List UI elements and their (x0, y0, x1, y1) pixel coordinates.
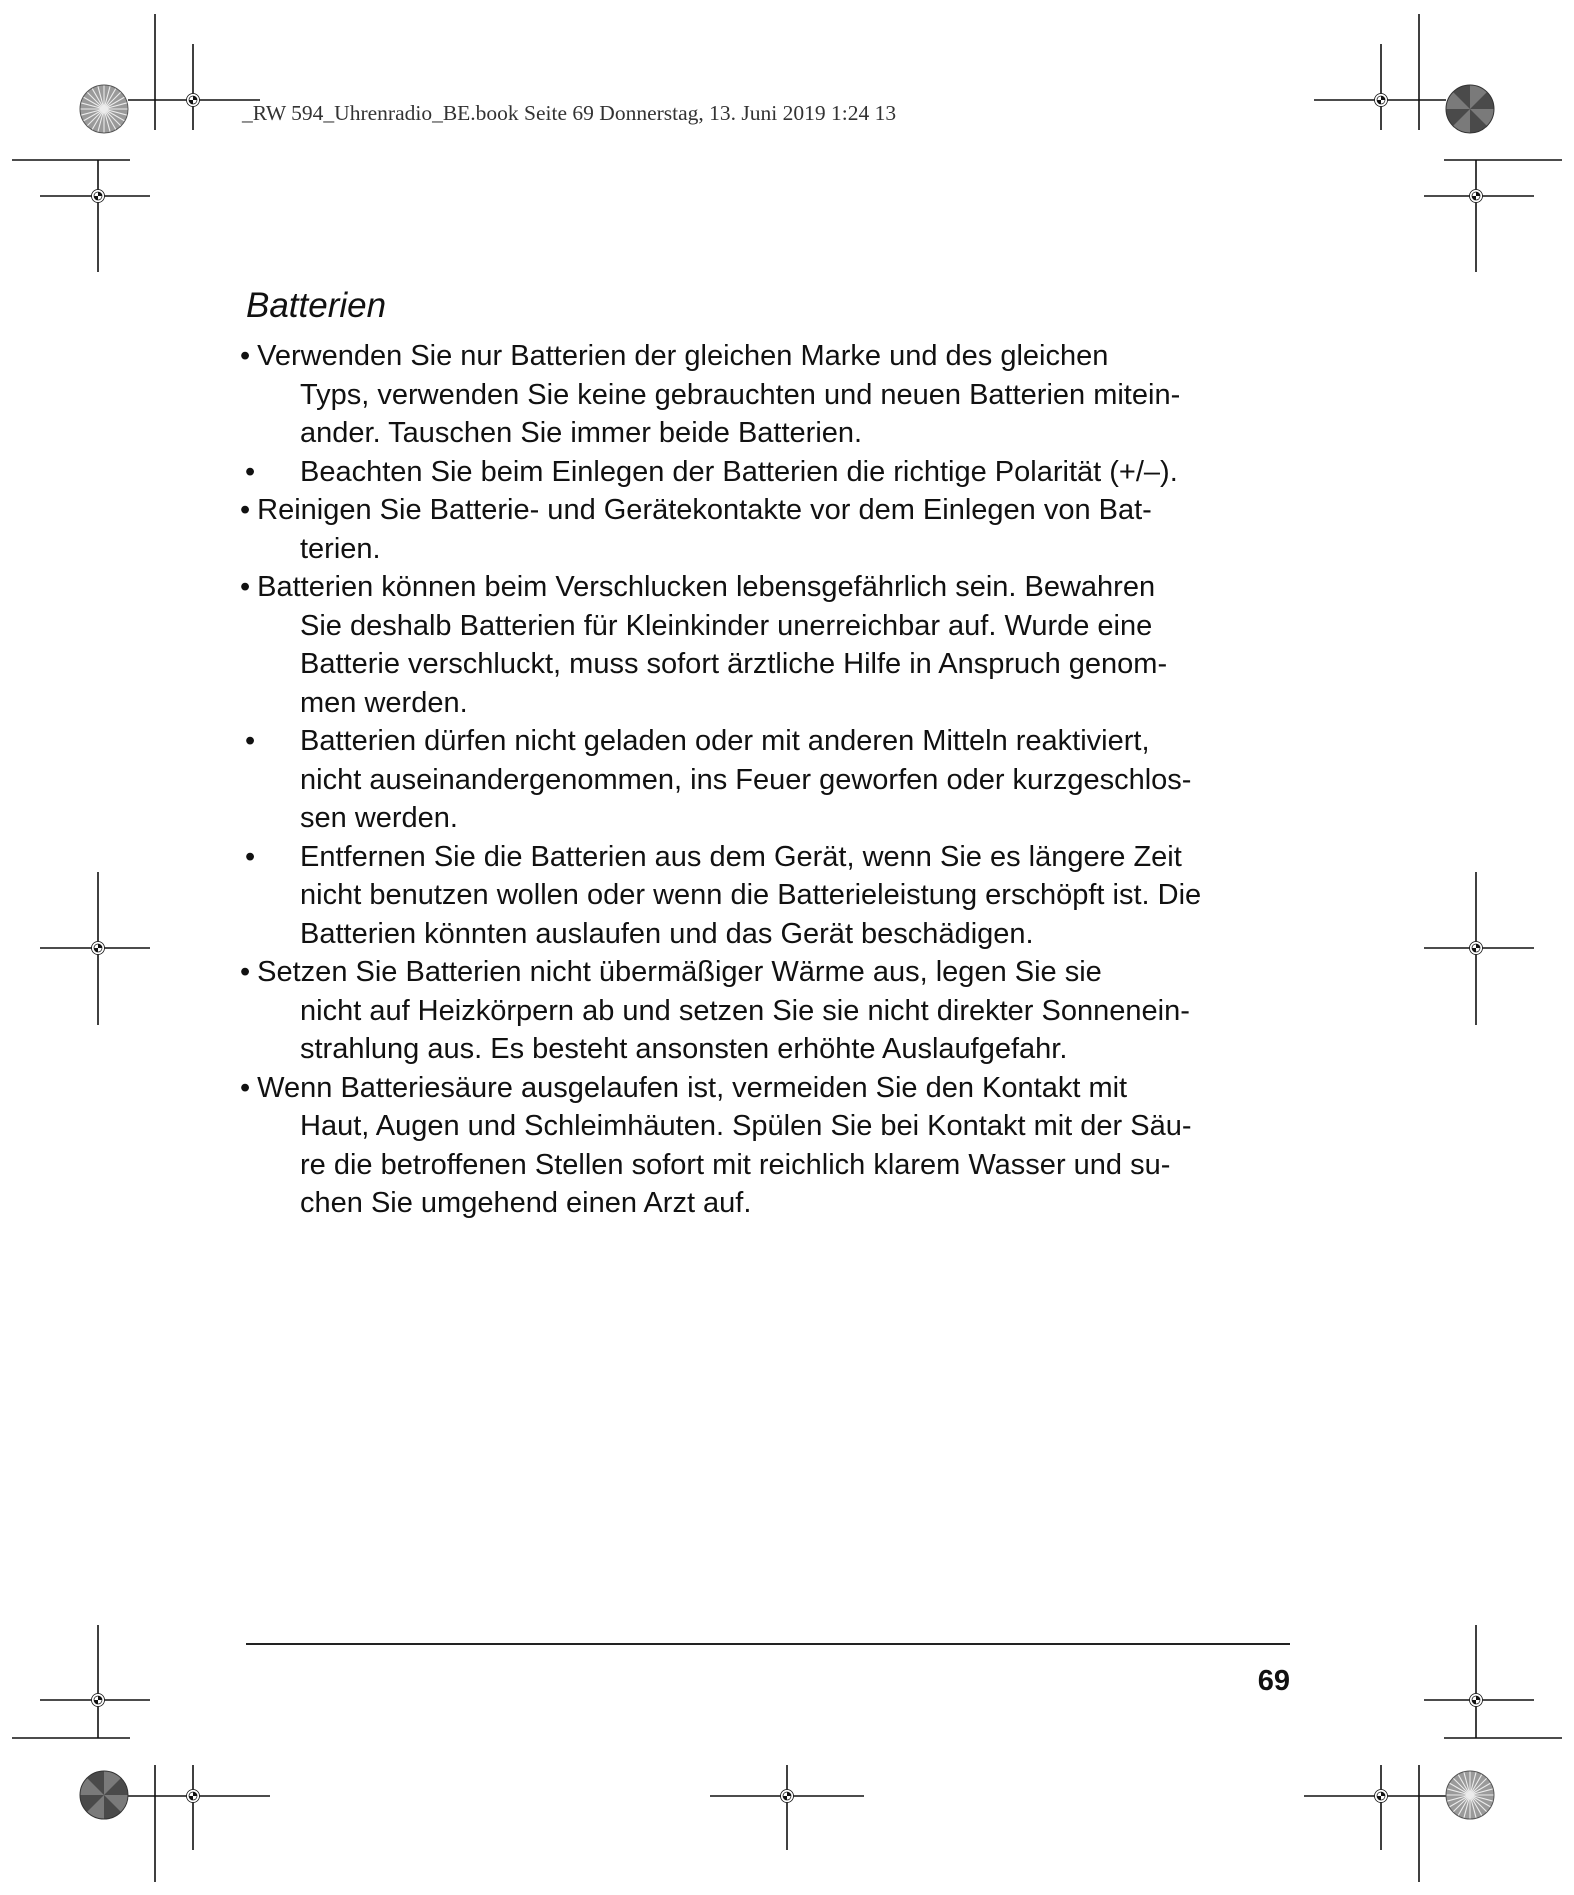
list-item-text: ander. Tauschen Sie immer beide Batterien. (300, 417, 863, 449)
registration-target-icon (781, 1790, 794, 1803)
battery-safety-list (240, 337, 1320, 1223)
color-rosette-icon (1446, 1771, 1494, 1819)
list-item-text: nicht auf Heizkörpern ab und setzen Sie sie nicht direkter Sonnenein- (300, 994, 1190, 1027)
list-item (240, 722, 1320, 838)
registration-target-icon (92, 190, 105, 203)
registration-target-icon (1375, 1790, 1388, 1803)
list-item (240, 838, 1320, 954)
list-item-text: Setzen Sie Batterien nicht übermäßiger Wärme aus, legen Sie sie (257, 956, 1102, 988)
bullet-icon: • (240, 1071, 251, 1104)
list-item-text: chen Sie umgehend einen Arzt auf. (300, 1187, 752, 1219)
list-item-text: terien. (300, 532, 381, 565)
list-item (240, 953, 1320, 1069)
list-item-text: nicht benutzen wollen oder wenn die Batterieleistung erschöpft ist. Die (300, 879, 1202, 911)
print-slug-line: _RW 594_Uhrenradio_BE.book Seite 69 Donnerstag, 13. Juni 2019 1:24 13 (242, 101, 897, 125)
bullet-icon: • (240, 340, 251, 372)
section-heading: Batterien (246, 286, 387, 325)
bullet-icon: • (240, 571, 251, 603)
list-item-text: Wenn Batteriesäure ausgelaufen ist, vermeiden Sie den Kontakt mit (257, 1071, 1128, 1104)
list-item (240, 337, 1320, 453)
registration-target-icon (187, 1790, 200, 1803)
list-item-text: Beachten Sie beim Einlegen der Batterien die richtige Polarität (+/–). (300, 455, 1178, 488)
list-item-text: Typs, verwenden Sie keine gebrauchten und neuen Batterien mitein- (300, 378, 1181, 411)
footer-divider (246, 1643, 1290, 1645)
registration-target-icon (92, 942, 105, 955)
registration-target-icon (92, 1694, 105, 1707)
color-rosette-icon (80, 1771, 128, 1819)
list-item-text: Verwenden Sie nur Batterien der gleichen Marke und des gleichen (257, 340, 1109, 372)
bullet-icon: • (240, 956, 251, 988)
list-item-text: re die betroffenen Stellen sofort mit reichlich klarem Wasser und su- (300, 1148, 1171, 1181)
registration-target-icon (1470, 1694, 1483, 1707)
list-item-text: sen werden. (300, 802, 458, 834)
list-item-text: Entfernen Sie die Batterien aus dem Gerät, wenn Sie es längere Zeit (300, 840, 1182, 873)
list-item-text: men werden. (300, 686, 468, 719)
registration-target-icon (1470, 190, 1483, 203)
list-item-text: strahlung aus. Es besteht ansonsten erhöhte Auslaufgefahr. (300, 1033, 1068, 1065)
registration-target-icon (1375, 94, 1388, 107)
color-rosette-icon (1446, 85, 1494, 133)
list-item-text: Batterien könnten auslaufen und das Gerät beschädigen. (300, 917, 1034, 950)
list-item-text: Reinigen Sie Batterie- und Gerätekontakte vor dem Einlegen von Bat- (257, 494, 1152, 526)
list-item (240, 453, 1320, 492)
list-item (240, 568, 1320, 722)
bullet-icon: • (240, 494, 251, 526)
list-item-text: Batterien dürfen nicht geladen oder mit anderen Mitteln reaktiviert, (300, 725, 1150, 757)
list-item-text: Batterien können beim Verschlucken lebensgefährlich sein. Bewahren (257, 571, 1156, 603)
registration-target-icon (187, 94, 200, 107)
registration-target-icon (1470, 942, 1483, 955)
bullet-icon: • (245, 725, 256, 757)
bullet-icon: • (245, 455, 256, 488)
list-item-text: Sie deshalb Batterien für Kleinkinder unerreichbar auf. Wurde eine (300, 609, 1153, 642)
list-item-text: Batterie verschluckt, muss sofort ärztliche Hilfe in Anspruch genom- (300, 648, 1168, 680)
color-rosette-icon (80, 85, 128, 133)
list-item-text: nicht auseinandergenommen, ins Feuer geworfen oder kurzgeschlos- (300, 763, 1192, 796)
list-item-text: Haut, Augen und Schleimhäuten. Spülen Sie bei Kontakt mit der Säu- (300, 1110, 1192, 1142)
list-item (240, 1069, 1320, 1223)
bullet-icon: • (245, 840, 256, 873)
page-number: 69 (1257, 1665, 1290, 1697)
list-item (240, 491, 1320, 568)
